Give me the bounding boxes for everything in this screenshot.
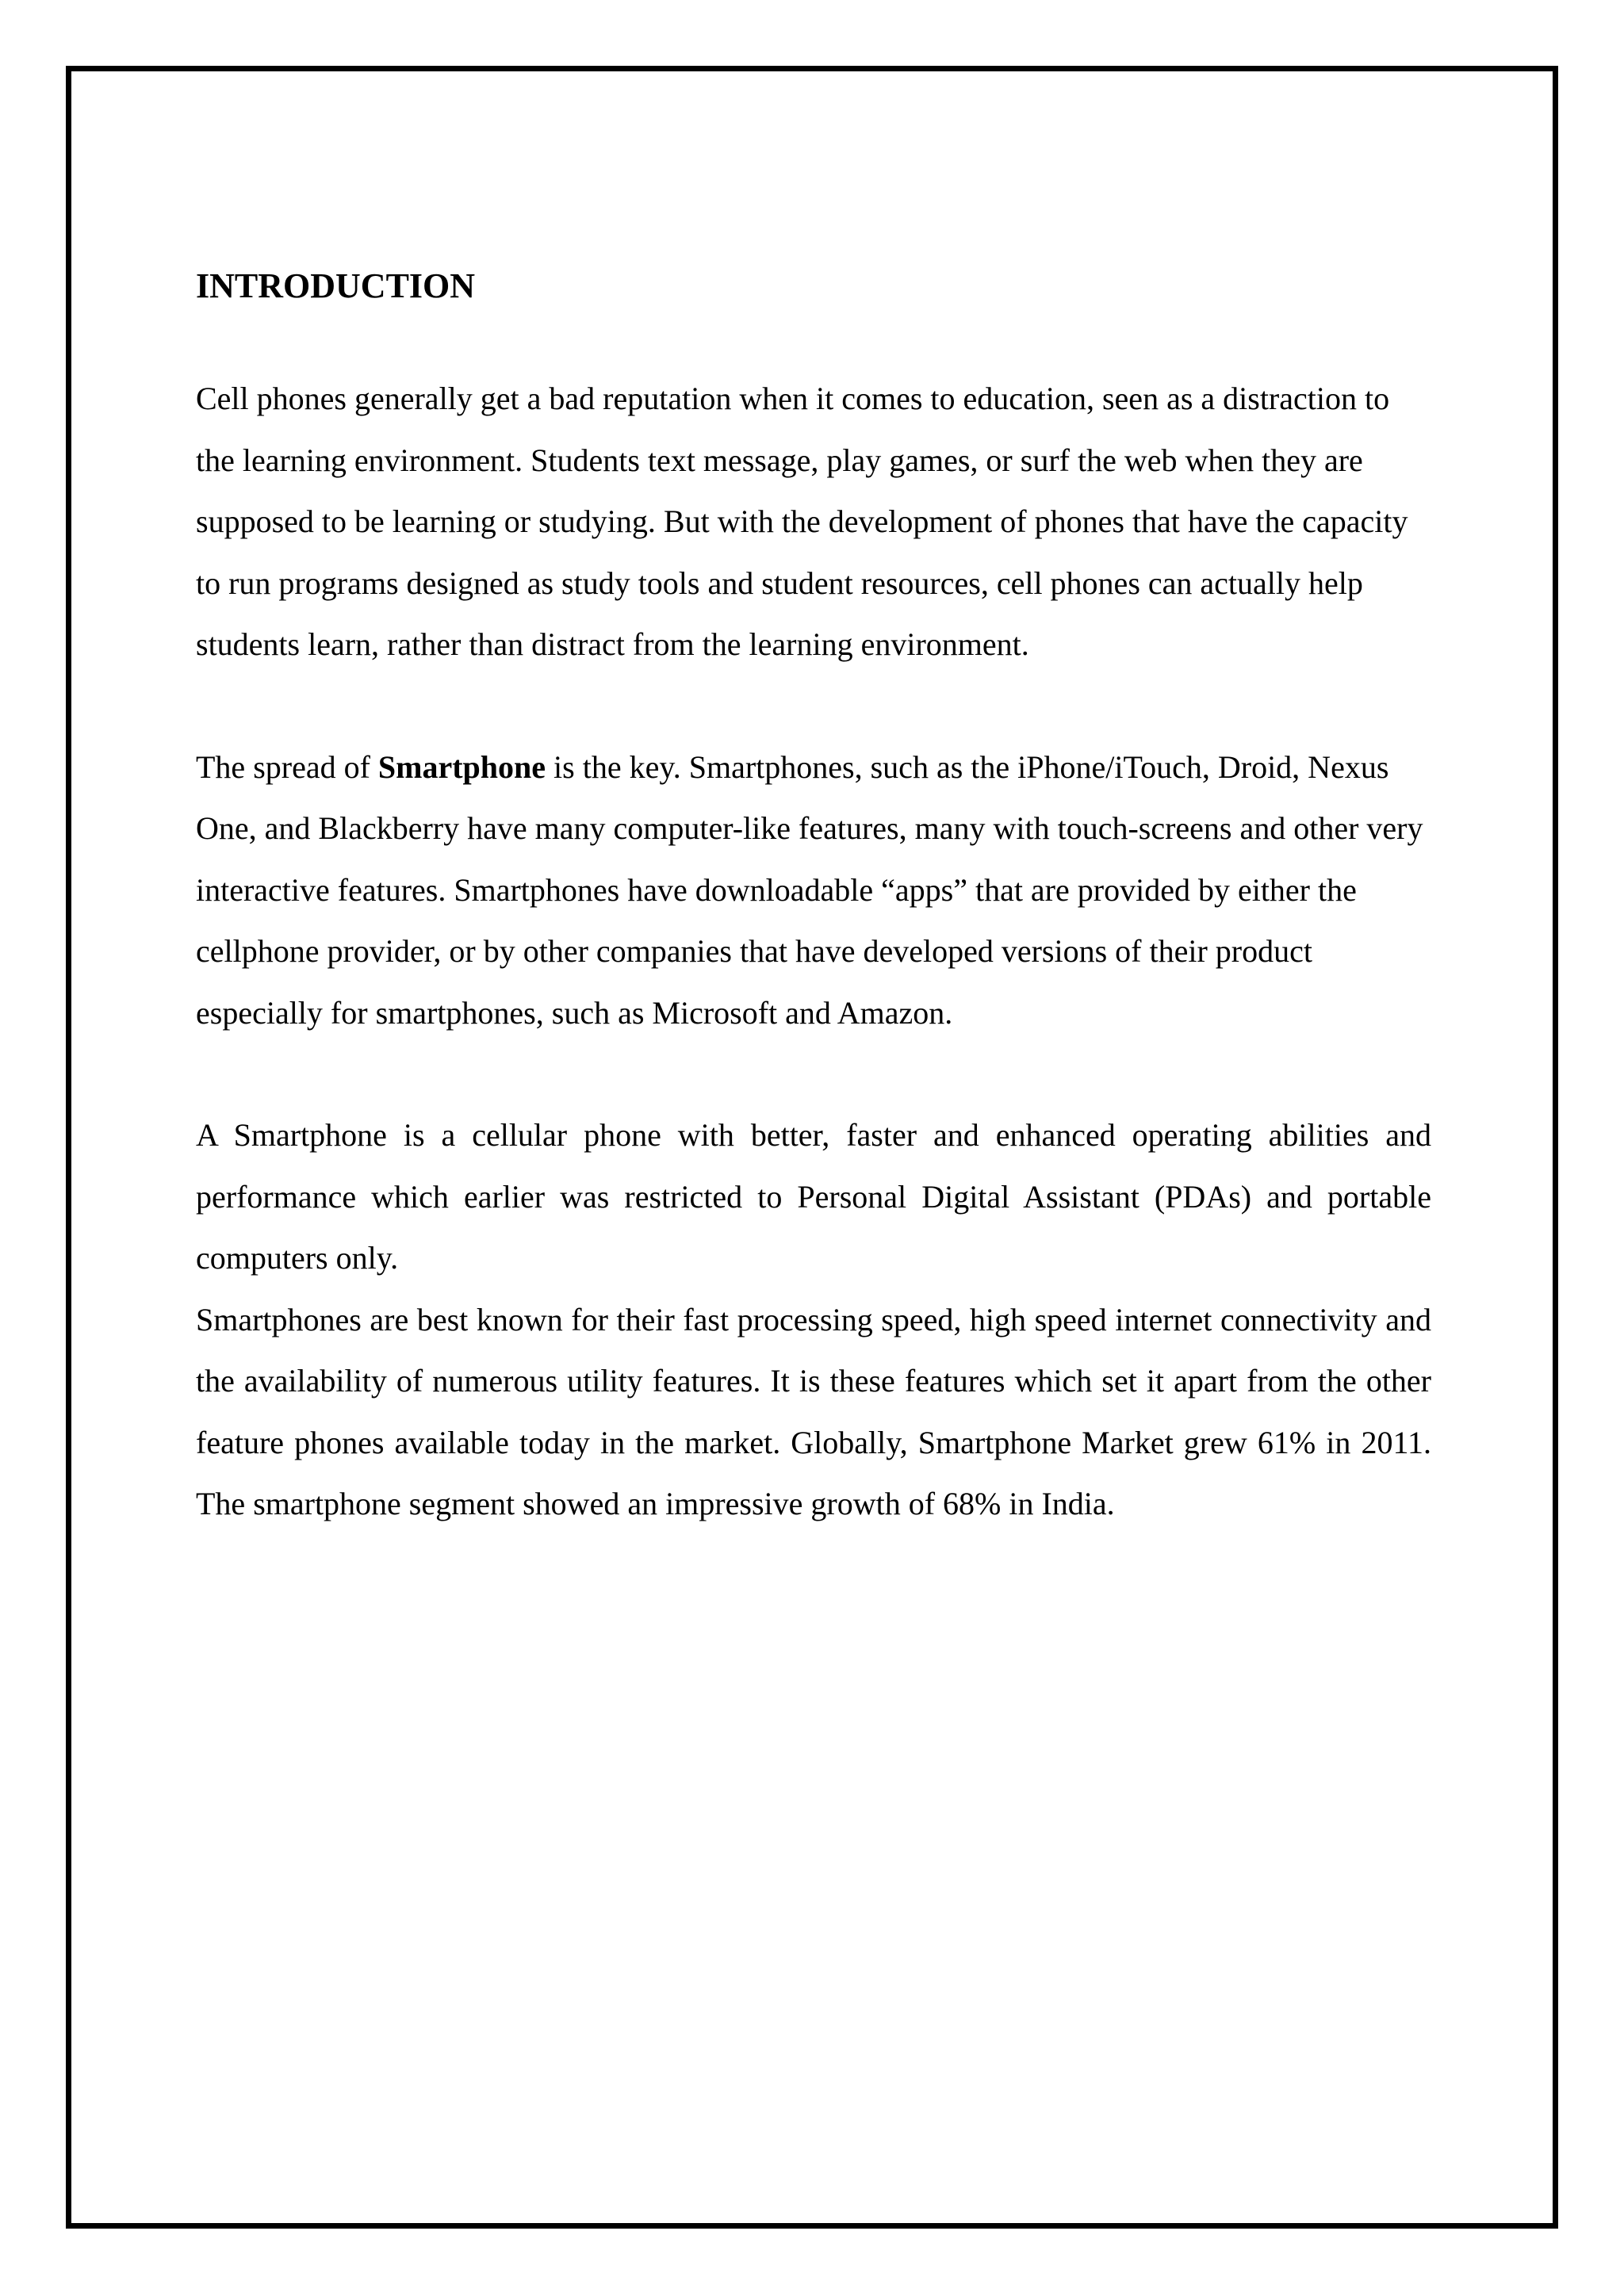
paragraph-smartphone-spread — [196, 737, 1431, 1044]
document-body — [196, 258, 1431, 1535]
paragraph-smartphone-features: Smartphones are best known for their fast processing speed, high speed internet connectivity and the availability of numerous utility features. It is these features which set it apart from the other feature phones available today in the market. Globally, Smartphone Market grew 61% in 2011. The smartphone segment showed an impressive growth of 68% in India. — [196, 1301, 1431, 1521]
emphasis-term: Smartphone — [377, 748, 546, 785]
paragraph-intro: Cell phones generally get a bad reputation when it comes to education, seen as a distraction to the learning environment. Students text message, play games, or surf the web when they are supposed to be learning or studying. But with the development of phones that have the capacity to run programs designed as study tools and student resources, cell phones can actually help students learn, rather than distract from the learning environment. — [196, 381, 1408, 662]
paragraph-text: The spread of — [196, 748, 378, 785]
paragraph-spacer — [196, 675, 1431, 737]
paragraph-spacer — [196, 1043, 1431, 1104]
paragraph-text: is the key. Smartphones, such as the iPhone/iTouch, Droid, Nexus One, and Blackberry have many computer-like features, many with touch-screens and other very interactive features. Smartphones have downloadable “apps” that are provided by either the cellphone provider, or by other companies that have developed versions of their product especially for smartphones, such as Microsoft and Amazon. — [196, 748, 1423, 1031]
section-heading: INTRODUCTION — [196, 266, 476, 305]
paragraph-smartphone-definition: A Smartphone is a cellular phone with better, faster and enhanced operating abilities and performance which earlier was restricted to Personal Digital Assistant (PDAs) and portable computers only. — [196, 1117, 1431, 1276]
